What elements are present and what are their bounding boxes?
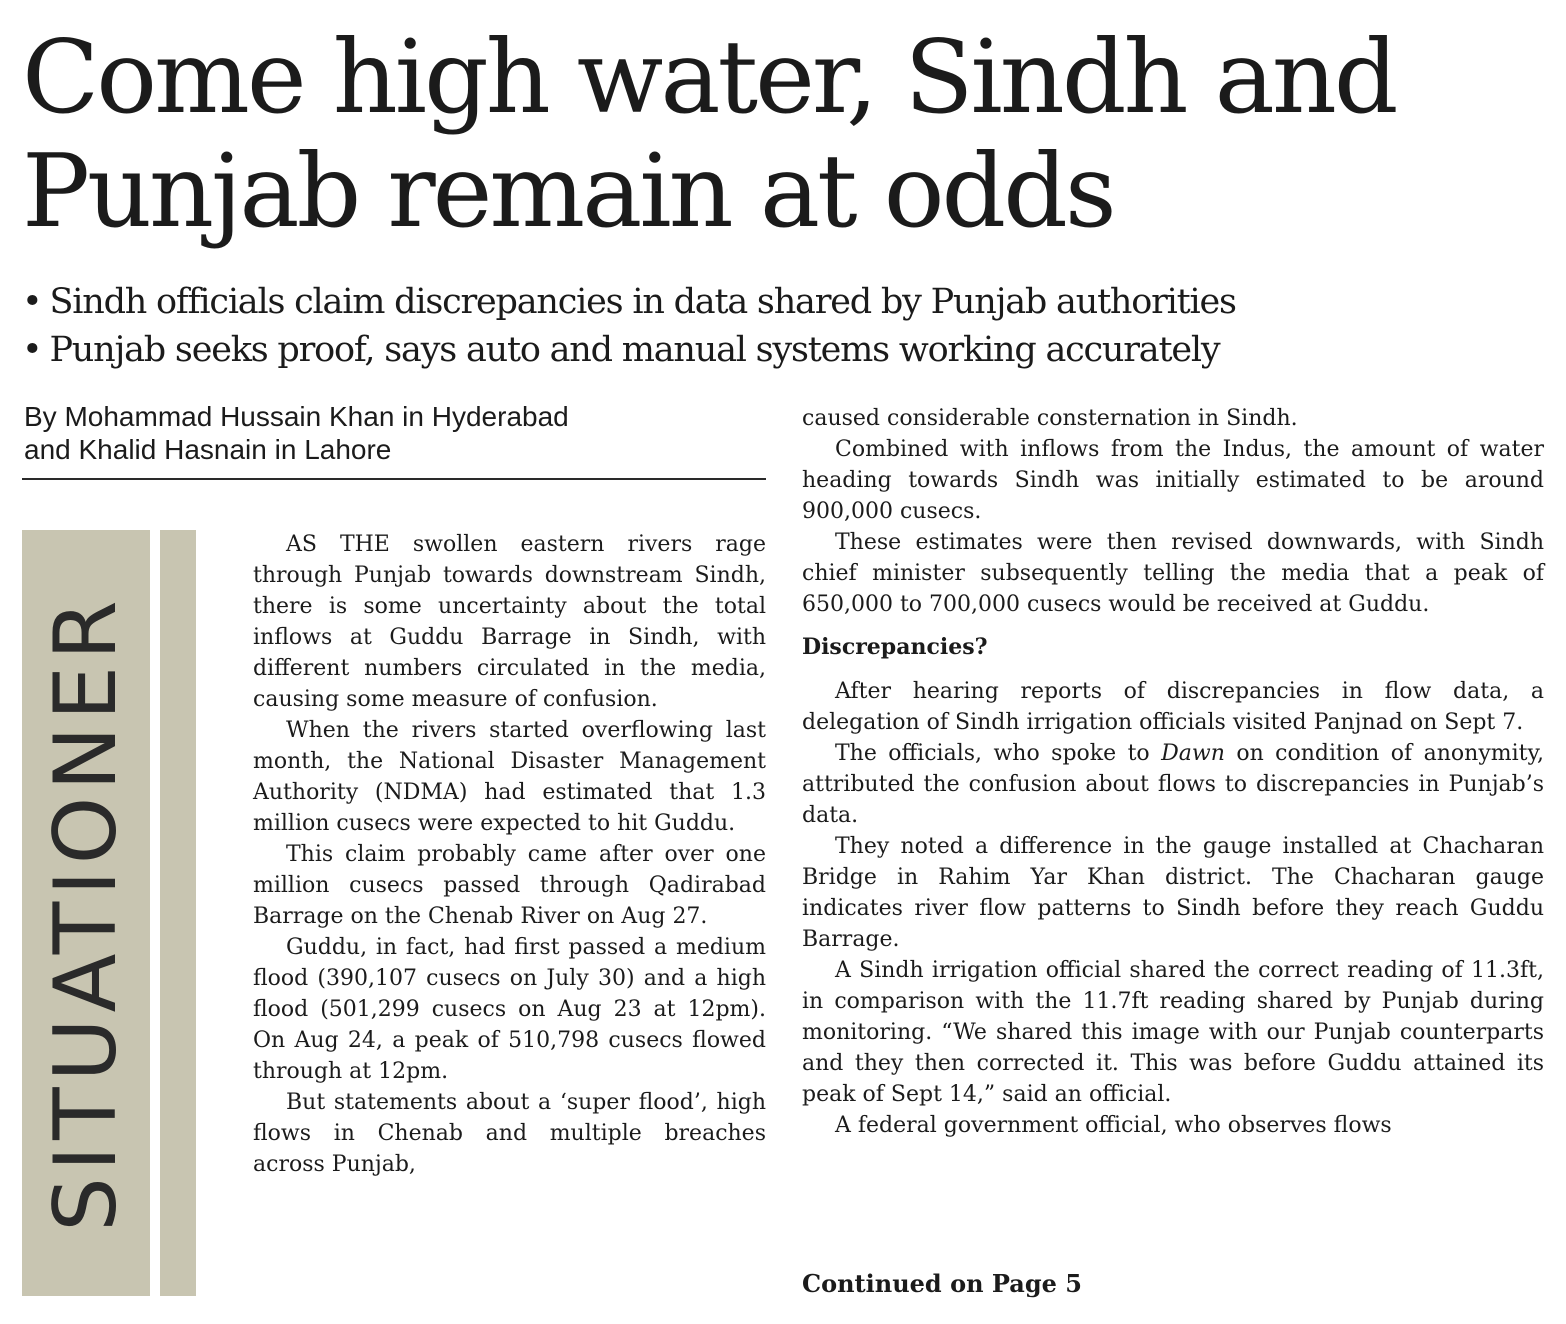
paragraph: When the rivers started overflowing last month, the National Disaster Management Authority (NDMA) had estimated that 1.3 million cusecs were expected to hit Guddu. (253, 718, 766, 836)
deck-item: • Punjab seeks proof, says auto and manual systems working accurately (22, 326, 1562, 374)
deck-item: • Sindh officials claim discrepancies in data shared by Punjab authorities (22, 278, 1562, 326)
paragraph: A Sindh irrigation official shared the correct reading of 11.3ft, in comparison with the 11.7ft reading shared by Punjab during monitoring. “We shared this image with our Punjab counterparts and they then corrected it. This was before Guddu attained its peak of Sept 14,” said an official. (802, 958, 1544, 1107)
kicker-label: SITUATIONER (36, 594, 136, 1232)
paragraph: These estimates were then revised downwards, with Sindh chief minister subsequently telling the media that a peak of 650,000 to 700,000 cusecs would be received at Guddu. (802, 530, 1544, 617)
paragraph: Guddu, in fact, had first passed a medium flood (390,107 cusecs on July 30) and a high flood (501,299 cusecs on Aug 23 at 12pm). On Aug 24, a peak of 510,798 cusecs flowed through at 12pm. (253, 935, 766, 1084)
paragraph: AS THE swollen eastern rivers rage through Punjab towards downstream Sindh, there is some uncertainty about the total inflows at Guddu Barrage in Sindh, with different numbers circulated in the media, causing some measure of confusion. (253, 532, 766, 712)
headline: Come high water, Sindh and Punjab remain at odds (22, 18, 1396, 250)
deck-list (22, 278, 1562, 374)
paragraph: This claim probably came after over one million cusecs passed through Qadirabad Barrage on the Chenab River on Aug 27. (253, 842, 766, 929)
section-subhead: Discrepancies? (802, 634, 988, 660)
paragraph (802, 738, 1544, 831)
article-column-2 (802, 403, 1544, 1141)
publication-name: Dawn (1161, 741, 1225, 766)
paragraph: caused considerable consternation in Sindh. (802, 406, 1298, 431)
paragraph: After hearing reports of discrepancies in flow data, a delegation of Sindh irrigation officials visited Panjnad on Sept 7. (802, 679, 1544, 735)
article-column-1 (253, 529, 766, 1180)
paragraph: They noted a difference in the gauge installed at Chacharan Bridge in Rahim Yar Khan district. The Chacharan gauge indicates river flow patterns to Sindh before they reach Guddu Barrage. (802, 834, 1544, 952)
paragraph: Combined with inflows from the Indus, the amount of water heading towards Sindh was initially estimated to be around 900,000 cusecs. (802, 437, 1544, 524)
paragraph: A federal government official, who observes flows (835, 1113, 1392, 1138)
byline-divider (22, 478, 766, 480)
byline-line: By Mohammad Hussain Khan in Hyderabad (24, 401, 569, 432)
text-run: on condition of anonymity, attributed the confusion about flows to discrepancies in Punjab’s data. (802, 741, 1544, 828)
paragraph: But statements about a ‘super flood’, high flows in Chenab and multiple breaches across Punjab, (253, 1090, 766, 1177)
text-run: The officials, who spoke to (835, 741, 1162, 766)
continued-jump-line: Continued on Page 5 (802, 1269, 1082, 1298)
kicker-strip (160, 530, 196, 1296)
byline-line: and Khalid Hasnain in Lahore (24, 434, 392, 465)
byline (24, 400, 766, 466)
